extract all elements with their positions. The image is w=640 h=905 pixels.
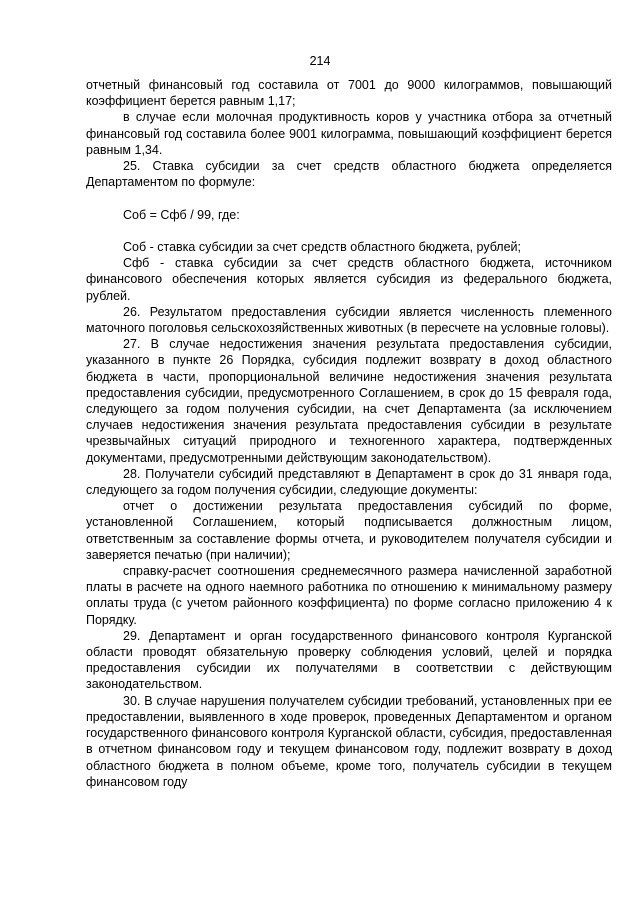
page-number: 214 xyxy=(309,54,331,68)
paragraph: 27. В случае недостижения значения результата предоставления субсидии, указанного в пункте 26 Порядка, субсидия подлежит возврату в доход областного бюджета в части, пропорциональной величине недостижения значения результата предоставления субсидии, предусмотренного Соглашением, в срок до 15 февраля года, следующего за годом получения субсидии, на счет Департамента (за исключением случаев недостижения значения результата предоставления субсидии в результате чрезвычайных ситуаций природного и техногенного характера, подтвержденных документами, предусмотренными действующим законодательством). xyxy=(86,337,612,465)
paragraph: Сфб - ставка субсидии за счет средств областного бюджета, источником финансового обеспечения которых является субсидия из федерального бюджета, рублей. xyxy=(86,256,612,303)
paragraph: 25. Ставка субсидии за счет средств областного бюджета определяется Департаментом по формуле: xyxy=(86,159,612,190)
paragraph: Соб - ставка субсидии за счет средств областного бюджета, рублей; xyxy=(123,240,522,254)
blank-line xyxy=(86,190,612,206)
paragraph: отчетный финансовый год составила от 7001 до 9000 килограммов, повышающий коэффициент берется равным 1,17; xyxy=(86,78,612,109)
paragraph: в случае если молочная продуктивность коров у участника отбора за отчетный финансовый год составила более 9001 килограмма, повышающий коэффициент берется равным 1,34. xyxy=(86,110,612,157)
blank-line xyxy=(86,223,612,239)
paragraph: справку-расчет соотношения среднемесячного размера начисленной заработной платы в расчете на одного наемного работника по отношению к минимальному размеру оплаты труда (с учетом районного коэффициента) по форме согласно приложению 4 к Порядку. xyxy=(86,564,612,627)
document-body xyxy=(86,77,612,790)
paragraph: 26. Результатом предоставления субсидии является численность племенного маточного поголовья сельскохозяйственных животных (в пересчете на условные головы). xyxy=(86,304,612,336)
formula: Соб = Сфб / 99, где: xyxy=(123,207,240,222)
paragraph: отчет о достижении результата предоставления субсидий по форме, установленной Соглашением, который подписывается должностным лицом, ответственным за составление формы отчета, и руководителем получателя субсидии и заверяется печатью (при наличии); xyxy=(86,499,612,562)
paragraph: 28. Получатели субсидий представляют в Департамент в срок до 31 января года, следующего за годом получения субсидии, следующие документы: xyxy=(86,466,612,498)
paragraph: 29. Департамент и орган государственного финансового контроля Курганской области проводят обязательную проверку соблюдения условий, целей и порядка предоставления субсидии их получателями в соответствии с действующим законодательством. xyxy=(86,628,612,692)
paragraph: 30. В случае нарушения получателем субсидии требований, установленных при ее предоставлении, выявленного в ходе проверок, проведенных Департаментом и органом государственного финансового контроля Курганской области, субсидия, предоставленная в отчетном финансовом году и текущем финансовом году, подлежит возврату в доход областного бюджета в полном объеме, кроме того, получатель субсидии в текущем финансовом году xyxy=(86,693,612,789)
